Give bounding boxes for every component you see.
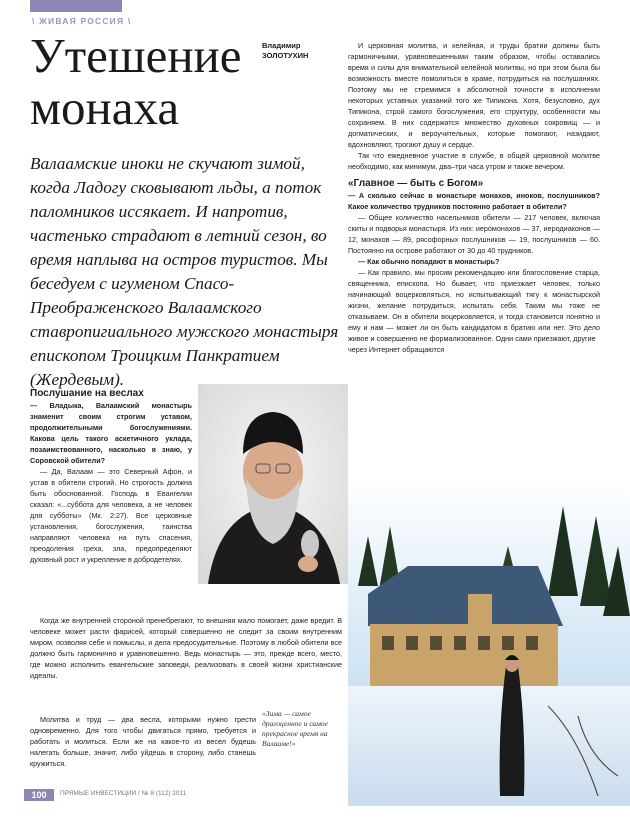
title-line-2: монаха <box>30 80 180 135</box>
author-byline <box>262 41 344 61</box>
lead-paragraph: Валаамские иноки не скучают зимой, когда Ладогу сковывают льды, а поток паломников иссякает. И напротив, частенько страдают в летний сезон, во время наплыва на остров туристов. Мы беседуем с игуменом Спасо-Преображенского Валаамского ставропигиального мужского монастыря епископом Троицким Панкратием (Жердевым). <box>30 154 339 389</box>
top-color-bar <box>30 0 122 12</box>
section-heading-god: «Главное — быть с Богом» <box>348 178 484 189</box>
rubric-label: \ ЖИВАЯ РОССИЯ \ <box>32 16 132 26</box>
magazine-footer: ПРЯМЫЕ ИНВЕСТИЦИИ / № 8 (112) 2011 <box>60 790 187 797</box>
left-column-end <box>30 714 256 769</box>
section-heading-oars: Послушание на веслах <box>30 388 144 399</box>
right-paragraph-1: И церковная молитва, и келейная, и труды братии должны быть гармоничными, уравновешенными таким образом, чтобы оставались время и силы для внимательной келейной молитвы, но при этом была бы возможность вместе помолиться в храме, потрудиться на послушаниях. Поэтому мы не стремимся к абсолютной точности в исполнении некоторых уставных указаний того же Типикона. Хотя, безусловно, дух Типикона, строй самого богослужения, его структуру, особенности мы сохраняем. В них содержатся множество духовных сокровищ — и догматических, и вероучительных, которые помогают, назидают, вдохновляют, трогают душу и сердце. <box>348 41 600 149</box>
article-title <box>30 30 280 134</box>
answer-paragraph-3: Молитва и труд — два весла, которыми нужно грести одновременно. Для того чтобы двигаться прямо, требуется и работать и молиться. Если же на какое-то из весел будешь налегать больше, значит, либо уйдешь в сторону, либо станешь кружиться. <box>30 715 256 768</box>
author-first-name: Владимир <box>262 41 301 50</box>
left-column-top <box>30 388 192 565</box>
answer-paragraph-2: Когда же внутренней стороной пренебрегают, то внешняя мало помогает, даже вредит. В человеке может расти фарисей, который совершенно не следит за своим внутренним миром, позволяя себе и помыслы, и дела предосудительные. Поэтому в любой обители все должно быть гармонично и уравновешенно. Ведь монастырь — это, прежде всего, место, где можно исполнить евангельские заповеди, реализовать в своей жизни христианские идеалы. <box>30 616 342 680</box>
left-column-bottom <box>30 615 342 681</box>
answer-count: — Общее количество насельников обители — 217 человек, включая скиты и подворья монастыря. Из них: иеромонахов — 37, иеродиаконов — 12, монахов — 89, рясофорных послушников — 19, послушников — 60. Постоянно на острове работают от 30 до 40 трудников. <box>348 213 600 255</box>
monastery-winter-photo <box>348 476 630 806</box>
answer-entry-end: через Интернет обращаются <box>348 345 445 354</box>
author-last-name: ЗОЛОТУХИН <box>262 51 309 60</box>
pull-quote: «Зима — самое драгоценное и самое прекрасное время на Валааме!» <box>262 709 329 748</box>
page-number: 100 <box>24 789 54 801</box>
right-paragraph-2: Так что ежедневное участие в службе, в общей церковной молитве необходимо, как минимум, два–три часа утром и также вечером. <box>348 151 600 171</box>
answer-entry: — Как правило, мы просим рекомендацию или благословение старца, священника, епископа. Но бывает, что приезжает человек, только начинающий воцерковляться, но испытывающий тягу к монастырской жизни, желание потрудиться, испытать себя. Таким мы тоже не отказываем. Он в обители воцерковляется, и тогда становится понятно и ему и нам — может ли он быть кандидатом в братию или нет. Это дело живое и совершенно не формализованное. Одни сами приезжают, другие <box>348 268 600 343</box>
interview-question-3: — Как обычно попадают в монастырь? <box>358 257 500 266</box>
right-column <box>348 40 600 355</box>
interview-question-2: — А сколько сейчас в монастыре монахов, иноков, послушников? Какое количество трудников постоянно работает в обители? <box>348 191 600 211</box>
answer-paragraph-1: — Да, Валаам — это Северный Афон, и устав в обители строгий. Но строгость должна быть обоснованной. Господь в Евангелии сказал: «...суббота для человека, а не человек для субботы» (Мк. 2:27). Все церковные установления, богослужения, таинства направляют человека на путь спасения, преодоления греха, зла, предопределяют духовный рост и укрепление в добродетелях. <box>30 467 192 564</box>
portrait-photo <box>198 384 348 584</box>
title-line-1: Утешение <box>30 28 242 83</box>
interview-question-1: — Владыка, Валаамский монастырь знаменит своим строгим уставом, продолжительными богослужениями. Какова цель такого аскетичного уклада, позаимствованного, насколько я знаю, у Соровской обители? <box>30 401 192 465</box>
